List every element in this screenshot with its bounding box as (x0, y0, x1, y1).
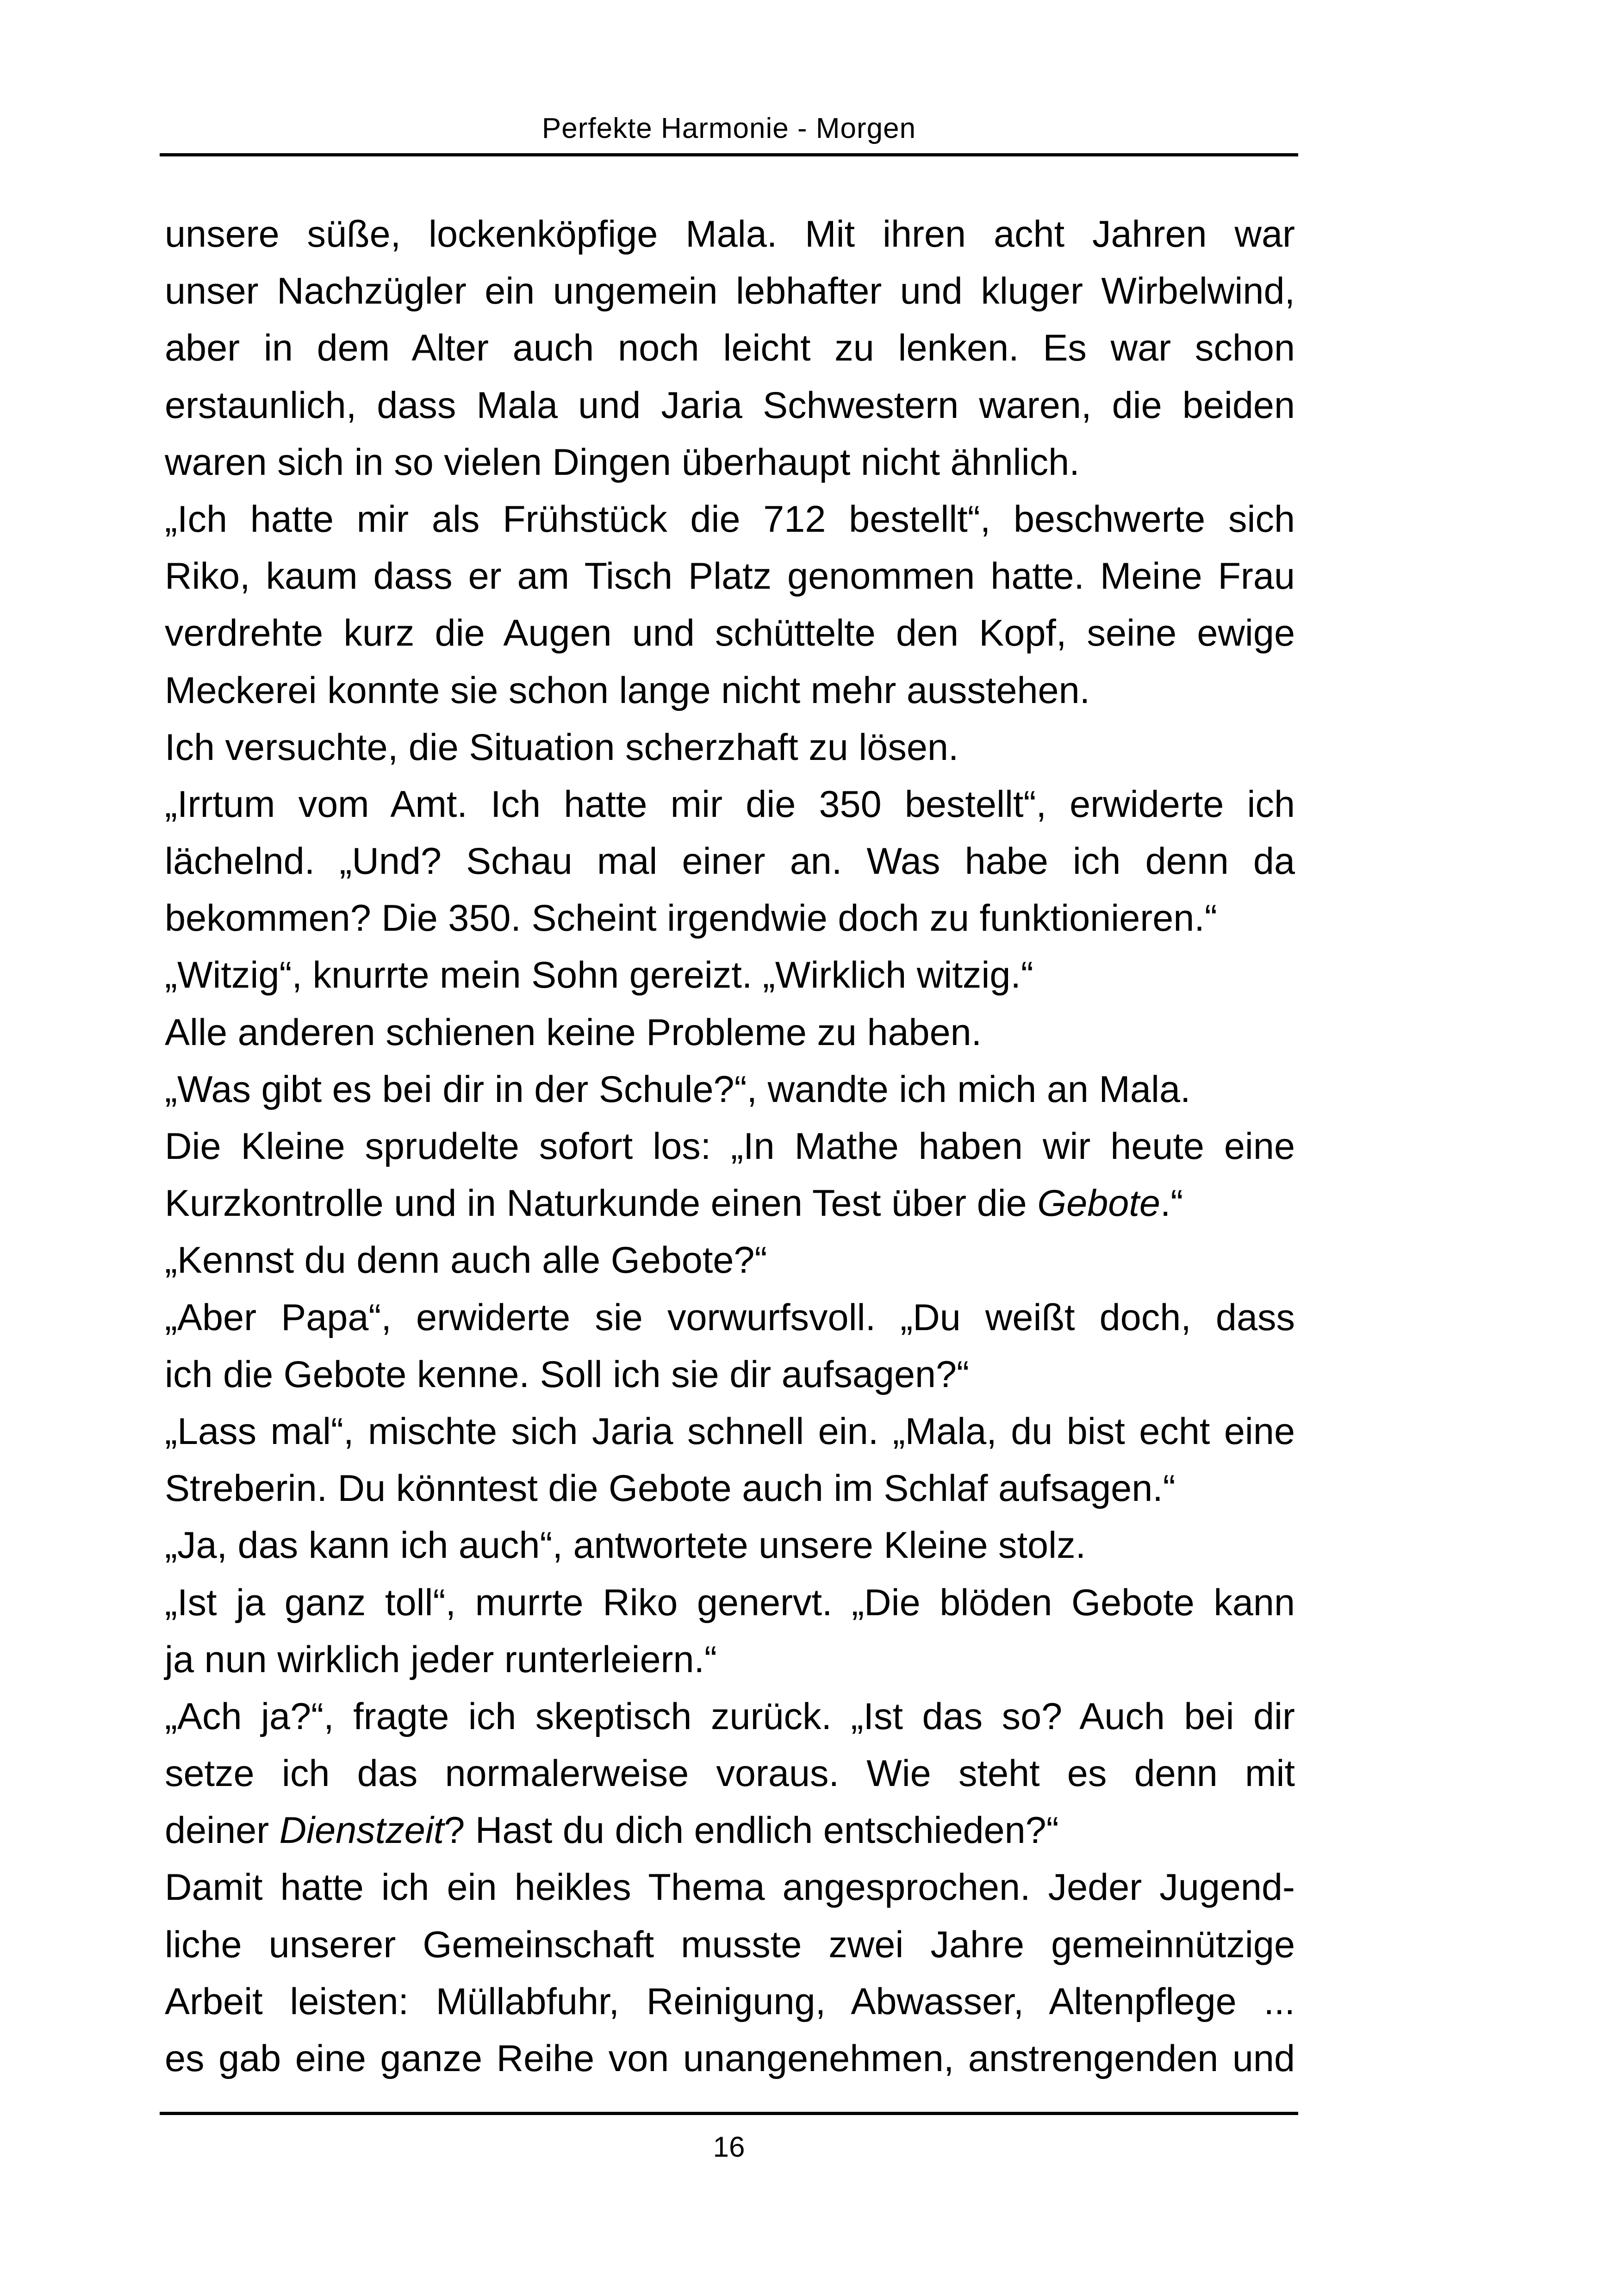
text-line: liche unserer Gemeinschaft musste zwei Jahre gemeinnützige (165, 1923, 1295, 1966)
text-line: „Kennst du denn auch alle Gebote?“ (165, 1239, 767, 1282)
text-line: ja nun wirklich jeder runterleiern.“ (165, 1638, 717, 1680)
text-line: unsere süße, lockenköpfige Mala. Mit ihren acht Jahren war (165, 213, 1295, 255)
text-line: „Ach ja?“, fragte ich skeptisch zurück. „Ist das so? Auch bei dir (165, 1695, 1295, 1737)
text-line: Arbeit leisten: Müllabfuhr, Reinigung, Abwasser, Altenpflege ... (165, 1980, 1295, 2022)
text-line: Kurzkontrolle und in Naturkunde einen Test über die Gebote.“ (165, 1182, 1183, 1225)
emphasis-word: Dienstzeit (279, 1810, 444, 1852)
text-line: unser Nachzügler ein ungemein lebhafter und kluger Wirbelwind, (165, 270, 1295, 312)
text-line: „Lass mal“, mischte sich Jaria schnell ein. „Mala, du bist echt eine (165, 1410, 1295, 1452)
text-line: „Ist ja ganz toll“, murrte Riko genervt. „Die blöden Gebote kann (165, 1581, 1295, 1624)
text-line: ich die Gebote kenne. Soll ich sie dir aufsagen?“ (165, 1353, 970, 1395)
body-text (165, 206, 1295, 2087)
running-header: Perfekte Harmonie - Morgen (541, 112, 916, 144)
text-line: „Irrtum vom Amt. Ich hatte mir die 350 bestellt“, erwiderte ich (165, 783, 1295, 825)
text-line: Riko, kaum dass er am Tisch Platz genommen hatte. Meine Frau (165, 555, 1295, 597)
text-line: Meckerei konnte sie schon lange nicht mehr ausstehen. (165, 669, 1090, 711)
text-line: „Witzig“, knurrte mein Sohn gereizt. „Wirklich witzig.“ (165, 954, 1033, 996)
text-line: erstaunlich, dass Mala und Jaria Schwestern waren, die beiden (165, 384, 1295, 426)
text-line: setze ich das normalerweise voraus. Wie steht es denn mit (165, 1753, 1295, 1795)
text-line: deiner Dienstzeit? Hast du dich endlich entschieden?“ (165, 1810, 1059, 1852)
text-line: Damit hatte ich ein heikles Thema angesprochen. Jeder Jugend- (165, 1867, 1295, 1909)
text-line: bekommen? Die 350. Scheint irgendwie doch zu funktionieren.“ (165, 897, 1217, 940)
text-line: Alle anderen schienen keine Probleme zu haben. (165, 1011, 982, 1053)
text-line: waren sich in so vielen Dingen überhaupt nicht ähnlich. (165, 441, 1080, 483)
header-rule (160, 153, 1298, 156)
text-line: Streberin. Du könntest die Gebote auch im Schlaf aufsagen.“ (165, 1468, 1176, 1510)
text-line: „Aber Papa“, erwiderte sie vorwurfsvoll. „Du weißt doch, dass (165, 1296, 1295, 1338)
text-line: „Ja, das kann ich auch“, antwortete unsere Kleine stolz. (165, 1524, 1086, 1567)
footer-rule (160, 2112, 1298, 2115)
text-line: es gab eine ganze Reihe von unangenehmen, anstrengenden und (165, 2038, 1295, 2079)
text-line: Die Kleine sprudelte sofort los: „In Mathe haben wir heute eine (165, 1126, 1295, 1167)
text-line: „Was gibt es bei dir in der Schule?“, wandte ich mich an Mala. (165, 1068, 1191, 1110)
text-line: lächelnd. „Und? Schau mal einer an. Was habe ich denn da (165, 840, 1295, 883)
text-line: aber in dem Alter auch noch leicht zu lenken. Es war schon (165, 327, 1295, 369)
text-line: „Ich hatte mir als Frühstück die 712 bestellt“, beschwerte sich (165, 498, 1295, 540)
emphasis-word: Gebote (1037, 1182, 1160, 1225)
text-line: verdrehte kurz die Augen und schüttelte den Kopf, seine ewige (165, 612, 1295, 654)
text-line: Ich versuchte, die Situation scherzhaft zu lösen. (165, 726, 959, 768)
page-number: 16 (713, 2131, 745, 2163)
